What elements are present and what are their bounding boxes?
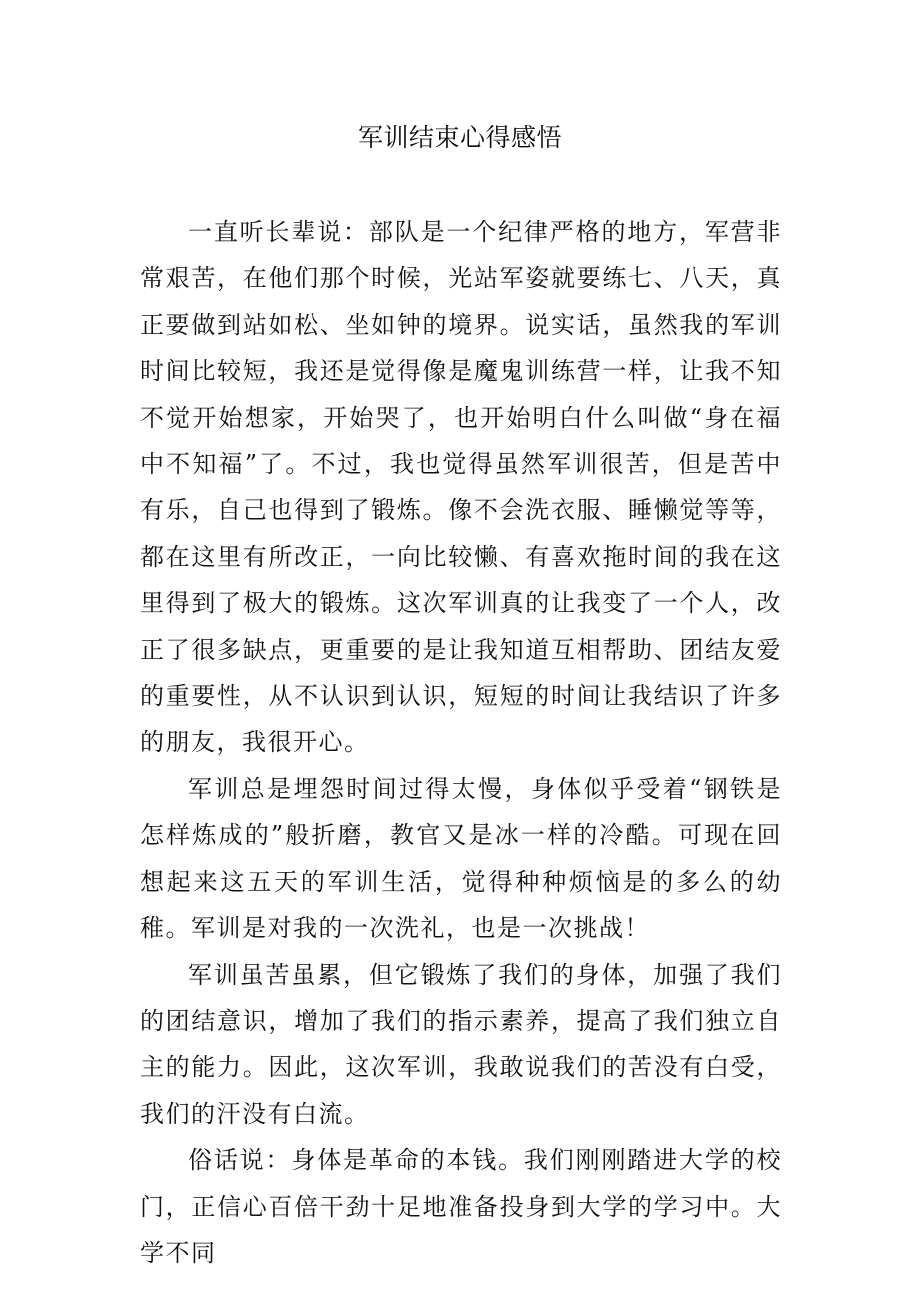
paragraph-2: 军训总是埋怨时间过得太慢，身体似乎受着“钢铁是怎样炼成的”般折磨，教官又是冰一样的冷酷。可现在回想起来这五天的军训生活，觉得种种烦恼是的多么的幼稚。军训是对我的一次洗礼，也是一次挑战！ [140, 774, 782, 943]
paragraph-4: 俗话说：身体是革命的本钱。我们刚刚踏进大学的校门，正信心百倍干劲十足地准备投身到大学的学习中。大学不同 [140, 1146, 782, 1267]
paragraph-3: 军训虽苦虽累，但它锻炼了我们的身体，加强了我们的团结意识，增加了我们的指示素养，提高了我们独立自主的能力。因此，这次军训，我敢说我们的苦没有白受，我们的汗没有白流。 [140, 960, 782, 1128]
document-body [140, 209, 782, 1276]
paragraph-1: 一直听长辈说：部队是一个纪律严格的地方，军营非常艰苦，在他们那个时候，光站军姿就要练七、八天，真正要做到站如松、坐如钟的境界。说实话，虽然我的军训时间比较短，我还是觉得像是魔鬼训练营一样，让我不知不觉开始想家，开始哭了，也开始明白什么叫做“身在福中不知福”了。不过，我也觉得虽然军训很苦，但是苦中有乐，自己也得到了锻炼。像不会洗衣服、睡懒觉等等，都在这里有所改正，一向比较懒、有喜欢拖时间的我在这里得到了极大的锻炼。这次军训真的让我变了一个人，改正了很多缺点，更重要的是让我知道互相帮助、团结友爱的重要性，从不认识到认识，短短的时间让我结识了许多的朋友，我很开心。 [140, 218, 782, 757]
document-title: 军训结束心得感悟 [357, 123, 562, 152]
